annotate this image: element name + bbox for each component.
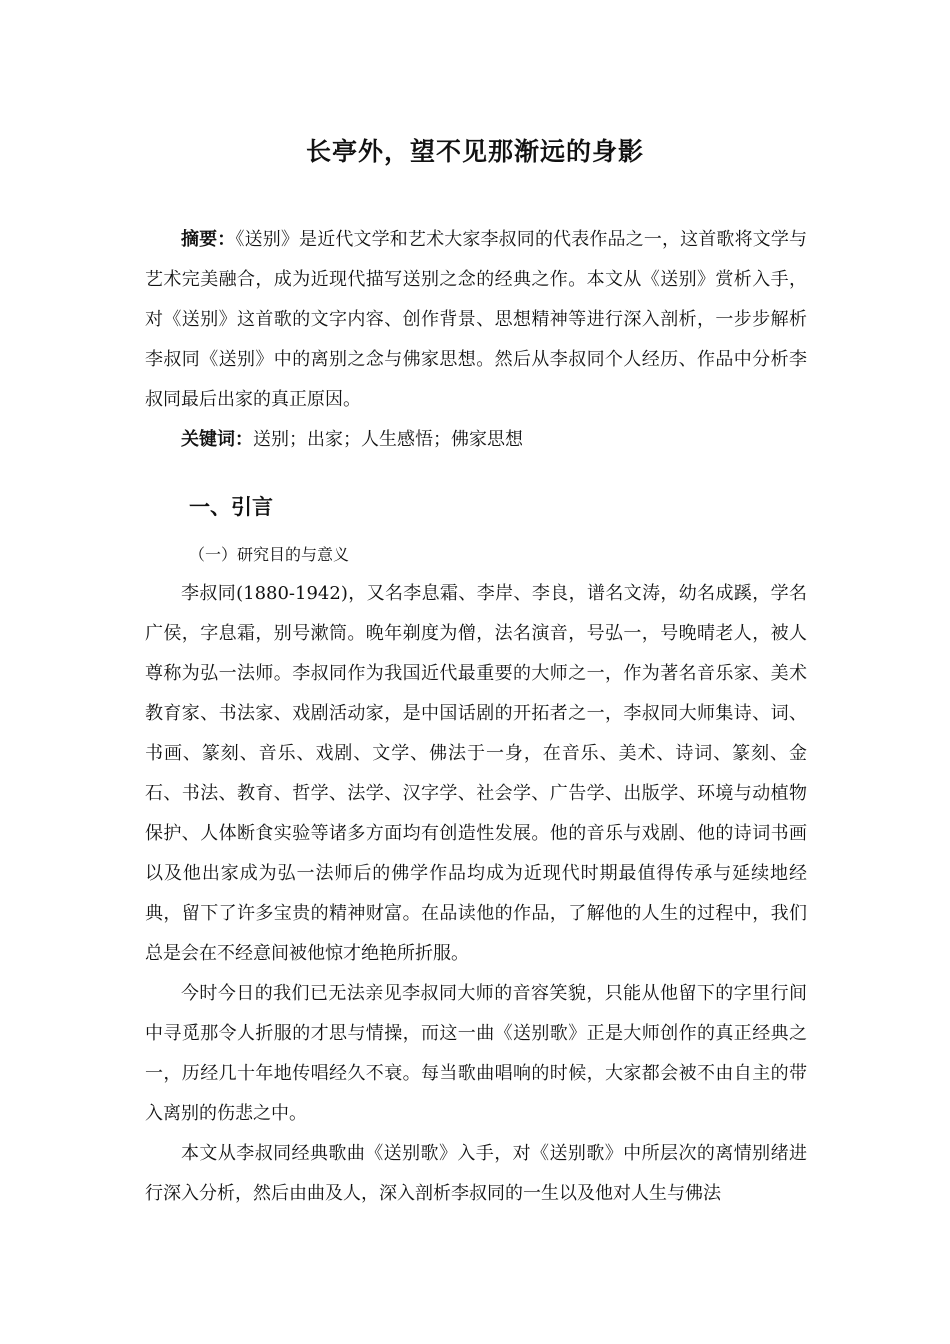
subsection-heading: （一）研究目的与意义 [189,545,350,564]
keywords-line [145,420,807,460]
keywords-label: 关键词： [181,429,253,450]
abstract-label: 摘要： [181,229,236,250]
abstract-paragraph [145,220,807,420]
section-heading: 一、引言 [189,495,273,519]
body-paragraph: 本文从李叔同经典歌曲《送别歌》入手，对《送别歌》中所层次的离情别绪进行深入分析，然后由曲及人，深入剖析李叔同的一生以及他对人生与佛法 [145,1143,807,1204]
document-title: 长亭外，望不见那渐远的身影 [305,137,644,166]
abstract-text: 《送别》是近代文学和艺术大家李叔同的代表作品之一，这首歌将文学与艺术完美融合，成为近现代描写送别之念的经典之作。本文从《送别》赏析入手，对《送别》这首歌的文字内容、创作背景、思想精神等进行深入剖析，一步步解析李叔同《送别》中的离别之念与佛家思想。然后从李叔同个人经历、作品中分析李叔同最后出家的真正原因。 [145,229,808,410]
keywords-text: 送别；出家；人生感悟；佛家思想 [253,429,523,450]
body-paragraph: 今时今日的我们已无法亲见李叔同大师的音容笑貌，只能从他留下的字里行间中寻觅那令人折服的才思与情操，而这一曲《送别歌》正是大师创作的真正经典之一，历经几十年地传唱经久不衰。每当歌曲唱响的时候，大家都会被不由自主的带入离别的伤悲之中。 [145,983,807,1124]
body-paragraph: 李叔同(1880-1942)，又名李息霜、李岸、李良，谱名文涛，幼名成蹊，学名广侯，字息霜，别号漱筒。晚年剃度为僧，法名演音，号弘一，号晚晴老人，被人尊称为弘一法师。李叔同作为我国近代最重要的大师之一，作为著名音乐家、美术教育家、书法家、戏剧活动家，是中国话剧的开拓者之一，李叔同大师集诗、词、书画、篆刻、音乐、戏剧、文学、佛法于一身，在音乐、美术、诗词、篆刻、金石、书法、教育、哲学、法学、汉字学、社会学、广告学、出版学、环境与动植物保护、人体断食实验等诸多方面均有创造性发展。他的音乐与戏剧、他的诗词书画以及他出家成为弘一法师后的佛学作品均成为近现代时期最值得传承与延续地经典，留下了许多宝贵的精神财富。在品读他的作品，了解他的人生的过程中，我们总是会在不经意间被他惊才绝艳所折服。 [145,583,807,964]
abstract-section [145,220,807,460]
body-text [145,574,807,1214]
